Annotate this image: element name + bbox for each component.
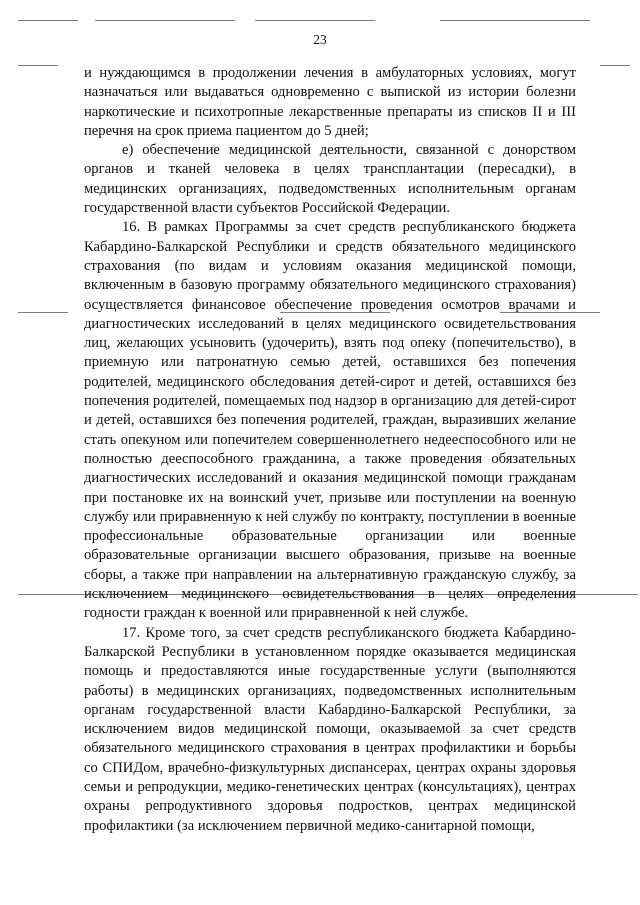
- scan-line: [255, 20, 375, 21]
- scan-line: [95, 20, 235, 21]
- paragraph: е) обеспечение медицинской деятельности, связанной с донорством органов и тканей человека в целях трансплантации (пересадки), в медицинских организациях, подведомственных исполнительным органам государственной власти субъектов Российской Федерации.: [84, 142, 576, 217]
- scan-line: [440, 20, 590, 21]
- scan-line: [18, 65, 58, 66]
- scan-line: [600, 65, 630, 66]
- scan-line: [18, 20, 78, 21]
- paragraph: 17. Кроме того, за счет средств республиканского бюджета Кабардино-Балкарской Республики в установленном порядке оказывается медицинская помощь и предоставляются иные государственные услуги (выполняются работы) в медицинских организациях, подведомственных исполнительным органам государственной власти Кабардино-Балкарской Республики, за исключением видов медицинской помощи, оказываемой за счет средств обязательного медицинского страхования в центрах профилактики и борьбы со СПИДом, врачебно-физкультурных диспансерах, центрах охраны здоровья семьи и репродукции, медико-генетических центрах (консультациях), центрах охраны репродуктивного здоровья подростков, центрах медицинской профилактики (за исключением первичной медико-санитарной помощи,: [84, 624, 576, 834]
- paragraph: и нуждающимся в продолжении лечения в амбулаторных условиях, могут назначаться или выдаваться одновременно с выпиской из истории болезни наркотические и психотропные лекарственные препараты из списков II и III перечня на срок приема пациентом до 5 дней;: [84, 65, 576, 139]
- paragraph: 16. В рамках Программы за счет средств республиканского бюджета Кабардино-Балкарской Республики и средств обязательного медицинского страхования (по видам и условиям оказания медицинской помощи, включенным в базовую программу обязательного медицинского страхования) осуществляется финансовое обеспечение проведения осмотров врачами и диагностических исследований в целях медицинского освидетельствования лиц, желающих усыновить (удочерить), взять под опеку (попечительство), в приемную или патронатную семью детей, оставшихся без попечения родителей, медицинского обследования детей-сирот и детей, оставшихся без попечения родителей, помещаемых под надзор в организацию для детей-сирот и детей, оставшихся без попечения родителей, граждан, выразивших желание стать опекуном или попечителем совершеннолетнего недееспособного или не полностью дееспособного гражданина, а также проведения обязательных диагностических исследований и оказания медицинской помощи гражданам при постановке их на воинский учет, призыве или поступлении на военную службу или приравненную к ней службу по контракту, поступлении в военные профессиональные образовательные организации или военные образовательные организации высшего образования, призыве на военные сборы, а также при направлении на альтернативную гражданскую службу, за исключением медицинского освидетельствования в целях определения годности граждан к военной или приравненной к ней службе.: [84, 219, 576, 622]
- page-number: 23: [313, 32, 327, 47]
- scan-line: [18, 312, 68, 313]
- document-body: [84, 64, 576, 836]
